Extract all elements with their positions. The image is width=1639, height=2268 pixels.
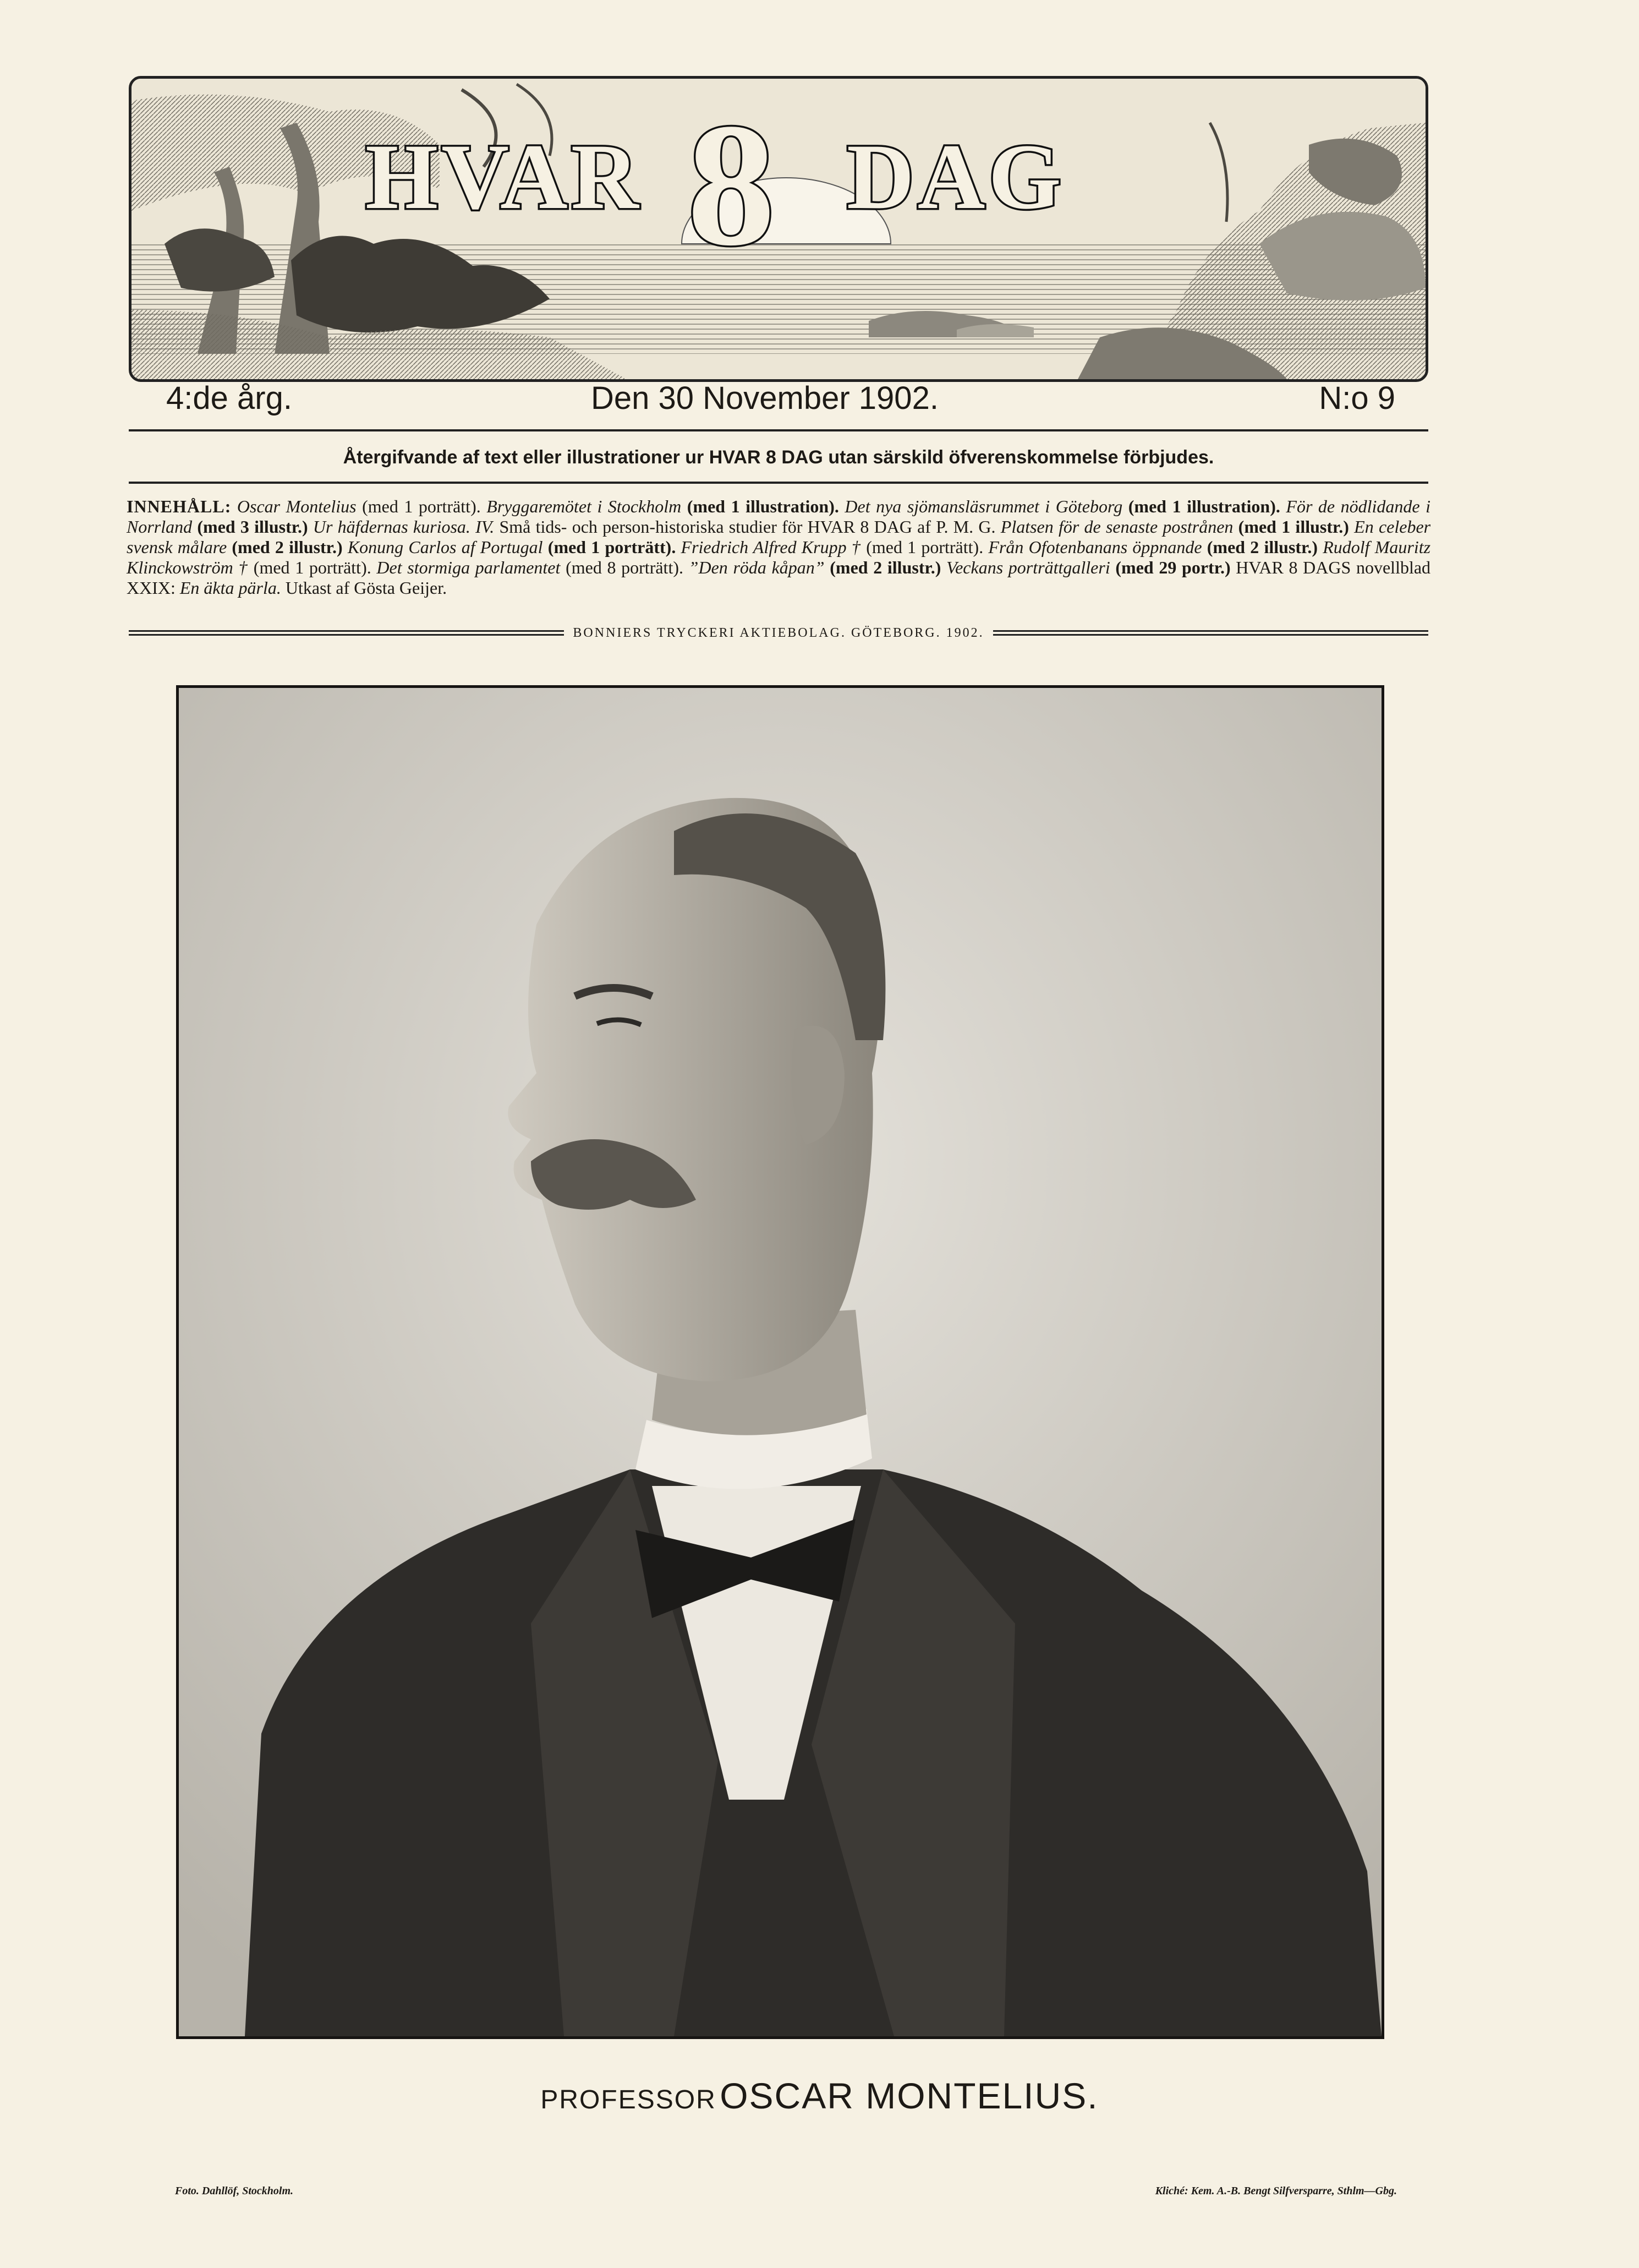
- contents-item-title: För de nödlidande i Norrland: [127, 496, 1431, 537]
- contents-item-note: HVAR 8 DAGS novellblad XXIX:: [127, 558, 1431, 598]
- issue-date: Den 30 November 1902.: [591, 380, 939, 416]
- issue-number: N:o 9: [1319, 380, 1395, 416]
- contents-item-note: (med 1 illustration).: [687, 496, 839, 516]
- contents-item-title: Oscar Montelius: [237, 496, 357, 516]
- contents-item-title: Rudolf Mauritz Klinckowström †: [127, 537, 1431, 577]
- contents-item-note: (med 8 porträtt).: [566, 558, 683, 577]
- contents-item-extra: Utkast af Gösta Geijer.: [285, 578, 447, 598]
- rule-bottom: [129, 482, 1428, 484]
- contents-item-note: Små tids- och person-historiska studier för HVAR 8 DAG af P. M. G.: [499, 517, 996, 537]
- contents-item-note: (med 1 porträtt).: [547, 537, 676, 557]
- photo-credit: Foto. Dahllöf, Stockholm.: [175, 2185, 294, 2197]
- contents-item-note: (med 3 illustr.): [197, 517, 308, 537]
- contents-item-title: Platsen för de senaste postrånen: [1000, 517, 1234, 537]
- portrait-image: [179, 688, 1382, 2036]
- contents-item-title: Konung Carlos af Portugal: [347, 537, 543, 557]
- caption-prefix: PROFESSOR: [540, 2085, 716, 2114]
- contents-item-title: ”Den röda kåpan”: [688, 558, 825, 577]
- title-hvar: HVAR: [365, 125, 642, 228]
- contents-item-note: (med 1 porträtt).: [866, 537, 984, 557]
- title-numeral: 8: [687, 88, 775, 282]
- volume-label: 4:de årg.: [166, 380, 292, 416]
- rule-top: [129, 429, 1428, 431]
- copyright-notice: Återgifvande af text eller illustrationer ur HVAR 8 DAG utan särskild öfverenskommelse förbjudes.: [343, 447, 1214, 468]
- double-rule-right: [993, 630, 1428, 636]
- contents-item-note: (med 1 porträtt).: [253, 558, 371, 577]
- title-dag: DAG: [847, 125, 1065, 228]
- printer-imprint: BONNIERS TRYCKERI AKTIEBOLAG. GÖTEBORG. 1902.: [573, 625, 984, 640]
- portrait-caption: [0, 2075, 1639, 2117]
- contents-item-title: Friedrich Alfred Krupp †: [681, 537, 861, 557]
- masthead-illustration: [129, 76, 1428, 382]
- issue-line: [129, 380, 1428, 429]
- contents-item-title: Bryggaremötet i Stockholm: [486, 496, 682, 516]
- printer-line: [129, 622, 1428, 644]
- contents-item-note: (med 1 porträtt).: [362, 496, 481, 516]
- seascape-illustration: [131, 79, 1426, 379]
- contents-item-note: (med 2 illustr.): [830, 558, 941, 577]
- portrait-photo: [176, 685, 1384, 2039]
- contents-item-note: (med 2 illustr.): [1207, 537, 1318, 557]
- contents-item-title: Det nya sjömansläsrummet i Göteborg: [845, 496, 1123, 516]
- contents-item-title: Från Ofotenbanans öppnande: [988, 537, 1202, 557]
- contents-item-title: Ur häfdernas kuriosa. IV.: [313, 517, 495, 537]
- contents-item-title: En äkta pärla.: [179, 578, 281, 598]
- contents-item-title: Det stormiga parlamentet: [376, 558, 561, 577]
- contents-item-title: En celeber svensk målare: [127, 517, 1431, 557]
- contents-item-note: (med 29 portr.): [1115, 558, 1231, 577]
- contents-item-title: Veckans porträttgalleri: [946, 558, 1110, 577]
- contents-item-note: (med 2 illustr.): [232, 537, 343, 557]
- contents-list: [127, 496, 1430, 598]
- contents-label: INNEHÅLL:: [127, 496, 232, 516]
- contents-item-note: (med 1 illustr.): [1238, 517, 1349, 537]
- cliche-credit: Kliché: Kem. A.-B. Bengt Silfversparre, Sthlm—Gbg.: [1155, 2185, 1397, 2197]
- double-rule-left: [129, 630, 564, 636]
- caption-name: OSCAR MONTELIUS.: [720, 2075, 1099, 2116]
- contents-item-note: (med 1 illustration).: [1128, 496, 1280, 516]
